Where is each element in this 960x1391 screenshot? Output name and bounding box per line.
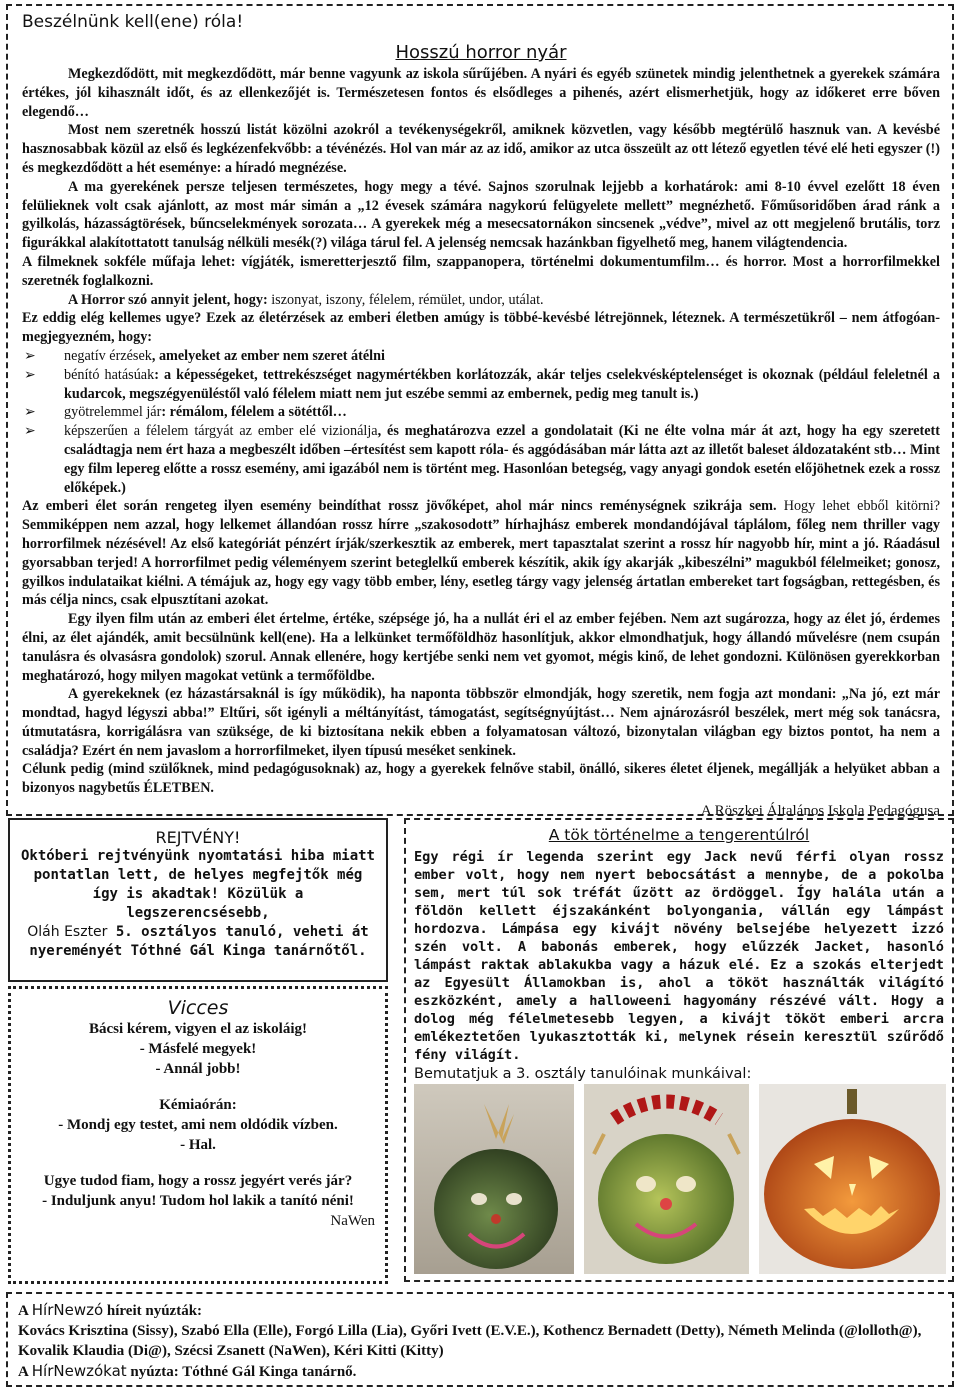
article-headline: Hosszú horror nyár [395,42,567,63]
arrow-bullet-icon: ➢ [24,366,36,383]
paragraph-7-lead: Az emberi élet során rengeteg ilyen esemény beindíthat rossz jövőképet, ahol már nincs reménységnek szikrája sem. [22,498,784,515]
paragraph-8: Egy ilyen film után az emberi élet értelme, értéke, szépsége jó, ha a nullát éri el az ember fejében. Nem azt sugározza, hogy az élet jó, érdemes élni, az élet ajándék, amit becsülnünk kell(ene). Ha a lelkünket termőföldhöz hasonlítjuk, akkor elmondhatjuk, hogy állandó művelésre (nem csupán tanulásra és olvasásra gondolok) szorul. Annak ellenére, hogy kertjébe senki nem vet gyomot, mégis kinő, de lehet gondozni. Különösen gyerekkorban meghatározó, hogy milyen magokat vetünk a termőföldbe. [22,611,940,684]
joke-line: - Hal. [180,1137,216,1153]
list-item: ➢ negatív érzések, amelyeket az ember nem szeret átélni [24,347,385,364]
paragraph-3: A ma gyerekének persze teljesen természetes, hogy megy a tévé. Sajnos szorulnak lejjebb a korhatárok: ami 8-10 évvel ezelőtt 18 éven felülieknek volt csak ajánlott, az most már simán a „12 évesek számára nagykorú felügyelete mellett” megnézhető. Főműsoridőben árad ránk a gyilkolás, házasságtörések, bűncselekmények sorozata… A gyerekek még a mesecsatornákon sincsenek „védve”, mivel az ott megjelenő brutális, torz figurákkal alakítottatott tanulság nélküli mesék(?) világa tárul fel. A jelenség nemcsak hazánkban figyelhető meg, hanem világtendencia. [22,178,940,252]
feelings-list [22,347,940,497]
winner-name: Oláh Eszter [27,924,108,940]
arrow-bullet-icon: ➢ [24,404,36,421]
main-article [6,4,954,820]
puzzle-box [8,818,388,982]
joke-line: - Induljunk anyu! Tudom hol lakik a tanító néni! [42,1193,354,1209]
pumpkin-caption: Bemutatjuk a 3. osztály tanulóinak munkáival: [414,1066,752,1082]
paragraph-7: Semmiképpen nem azzal, hogy lelkemet állandóan rossz hírre „szakosodott” hírhajhász emberek mondandójával táplálom, főleg nem thriller vagy horrorfilmek nézésével! Az első kategóriát pénzért írják/szerkesztik az emberek, mert tapasztalat szerint a rossz hír nagyobb hír, mint a jó. Ráadásul gyorsabban terjed! A horrorfilmet pedig véleményem szerint beteglelkű emberek készítik, akik így akarják „kibeszélni” magukból félelmeiket; gonosz, gyilkos indulataikat kiélni. A témájuk az, hogy egy vagy több ember, lény, esetleg tárgy vagy jelenség ártatlan embereket tart fogságban, rettegésben, és más célja nincs, csak elpusztítani azokat. [22,517,940,609]
newspaper-brand: HírNewzókat [31,1362,127,1380]
section-title: Beszélnünk kell(ene) róla! [22,12,244,32]
pumpkin-photos [414,1084,946,1274]
puzzle-text-2: 5. osztályos tanuló, veheti át nyereményét Tóthné Gál Kinga tanárnőtől. [29,924,369,959]
article-signature: A Röszkei Általános Iskola Pedagógusa [700,803,940,820]
gourd-photo [414,1084,574,1274]
melon-photo [584,1084,749,1274]
horror-meaning: iszonyat, iszony, félelem, rémület, undor, utálat. [267,291,544,308]
paragraph-2: Most nem szeretnék hosszú listát közölni azokról a tevékenységekről, amiknek közvetlen, vagy később megtérülő hasznuk van. A kevésbé hasznosabbak közül az első és legkézenfekvőbb: a tévénézés. Hol van már az az idő, amikor az utca összeült az ott létező egyetlen tévé elé heti egyszer (!) és megkezdődött a hét eseménye: a híradó megnézése. [22,122,940,176]
paragraph-1: Megkezdődött, mit megkezdődött, már benne vagyunk az iskola sűrűjében. A nyári és egyéb szünetek mindig jelenthetnek a gyerekek számára értékes, jól kihasznált időt, és az ellenkezőjét is. Természetesen fontos és elsődleges a pihenés, azért elismerhetjük, hogy az időkeret erre bőven elegendő… [22,66,940,120]
arrow-bullet-icon: ➢ [24,347,36,364]
jokes-box [8,986,388,1284]
list-item: ➢ képszerűen a félelem tárgyát az ember elé vizionálja, és meghatározva ezzel a gondolatait (Ki ne élte volna már át azt, hogy ha egy szeretett családtagja nem ért haza a megbeszélt időben –értesítést sem kapott róla- és aggódásában már látta azt az illetőt baleset áldozataként stb… Mint egy film lepereg előtte a rossz esemény, ami igazából nem is történt meg. Hasonlóan betegség, vagy anyagi gondok esetén előjöhetnek ezek a rossz előképek.) [24,423,940,496]
puzzle-title: REJTVÉNY! [155,828,241,847]
joke-line: - Annál jobb! [155,1061,241,1077]
horror-meaning-label: szó annyit jelent, hogy: [124,291,268,308]
paragraph-9: A gyerekeknek (ez házastársaknál is így működik), ha naponta többször elmondják, hogy szeretik, nem fogja azt mondani: „Na jó, ezt már mondtad, hagyd légyszi abba!” Eltűri, sőt igényli a méltányítást, támogatást, segítségnyújtást… Nem ajnározásról beszélek, mert még sok tanácsra, útmutatásra, korrigálásra van szüksége, de ki biztosítana nekik ebben a folyamatosan változó, bizonytalan világban egy biztos pontot, ha nem a családja? Ezért én nem javaslom a horrorfilmeket, ilyen típusú meséket senkinek. [22,686,940,759]
list-item: ➢ gyötrelemmel jár: rémálom, félelem a sötéttől… [24,404,347,421]
jokes-title: Vicces [167,997,229,1019]
staff-names: Kovács Krisztina (Sissy), Szabó Ella (Elle), Forgó Lilla (Lia), Győri Ivett (E.V.E.), Kothencz Bernadett (Detty), Németh Melinda (@lolloth@), Kovalik Klaudia (Di@), Szécsi Zsanett (NaWen), Kéri Kitti (Kitty) [18,1323,922,1359]
pumpkin-title: A tök történelme a tengerentúlról [548,826,810,844]
jokes-signature: NaWen [330,1213,375,1229]
puzzle-text-1: Októberi rejtvényünk nyomtatási hiba miatt pontatlan lett, de helyes megfejtők még így is akadtak! Közülük a legszerencsésebb, [20,848,375,921]
paragraph-4: A filmeknek sokféle műfaja lehet: vígjáték, ismeretterjesztő film, szappanopera, történelmi dokumentumfilm… és horror. Most a horrorfilmekkel szeretnék foglalkozni. [22,253,940,289]
paragraph-6-lead: Ez eddig elég kellemes ugye? [22,310,207,327]
newspaper-brand: HírNewzó [31,1301,104,1319]
joke-line: Ugye tudod fiam, hogy a rossz jegyért verés jár? [43,1173,353,1189]
list-item: ➢ bénító hatásúak: a képességeket, tettrekészséget nagymértékben korlátozzák, akár teljes cselekvésképtelenséget is okoznak (például feleletnél a kudarcok, megszégyenüléstől való félelem miatt nem jut eszébe semmi az embernek, pedig meg tanult is.) [24,366,940,402]
joke-line: - Másfelé megyek! [139,1041,257,1057]
pumpkin-text: Egy régi ír legenda szerint egy Jack nevű férfi olyan rossz ember volt, hogy nem nyert bebocsátást a mennybe, de a pokolba sem, mert túl sok tréfát űzött az ördöggel. Így halála után a földön kellett éjszakánként bolyongania, vállán egy lámpást hordozva. Lámpása egy kivájt növény belsejébe helyezett izzó szén volt. A babonás emberek, hogy elűzzék Jacket, hasonló lámpást raktak ablakukba vagy a házuk elé. Ez a szokás elterjedt az Egyesült Államokban is, ahol a tököt használták világító eszközként, amely a halloweeni hagyomány részévé vált. Hogy a dolog még félelmetesebb legyen, a kivájt tököt emberi arcra emlékeztetően lyukasztották ki, melynek résein keresztül szűrődő fény világít. [414,849,944,1063]
paragraph-7-question: Hogy lehet ebből kitörni? [783,498,941,515]
pumpkin-history-box [404,818,954,1282]
paragraph-10: Célunk pedig (mind szülőknek, mind pedagógusoknak) az, hogy a gyerekek felnőve stabil, önálló, sikeres életet éljenek, megállják a helyüket abban a bizonyos nagybetűs ÉLETBEN. [22,761,940,797]
joke-line: Bácsi kérem, vigyen el az iskoláig! [88,1021,308,1037]
joke-line: - Mondj egy testet, ami nem oldódik vízben. [58,1117,338,1133]
horror-word: A Horror [68,291,125,308]
joke-line: Kémiaórán: [159,1097,237,1113]
paragraph-6: Ezek az életérzések az emberi életben amúgy is többé-kevésbé létrejönnek, léteznek. A természetükről – nem átfogóan- megjegyezném, hogy: [22,310,940,346]
arrow-bullet-icon: ➢ [24,423,36,440]
staff-box: A HírNewzó híreit nyúzták: Kovács Krisztina (Sissy), Szabó Ella (Elle), Forgó Lilla (Lia), Győri Ivett (E.V.E.), Kothencz Bernadett (Detty), Németh Melinda (@lolloth@), Kovalik Klaudia (Di@), Szécsi Zsanett (NaWen), Kéri Kitti (Kitty) A HírNewzókat nyúzta: Tóthné Gál Kinga tanárnő. [6,1292,954,1387]
jack-o-lantern-photo [759,1084,946,1274]
